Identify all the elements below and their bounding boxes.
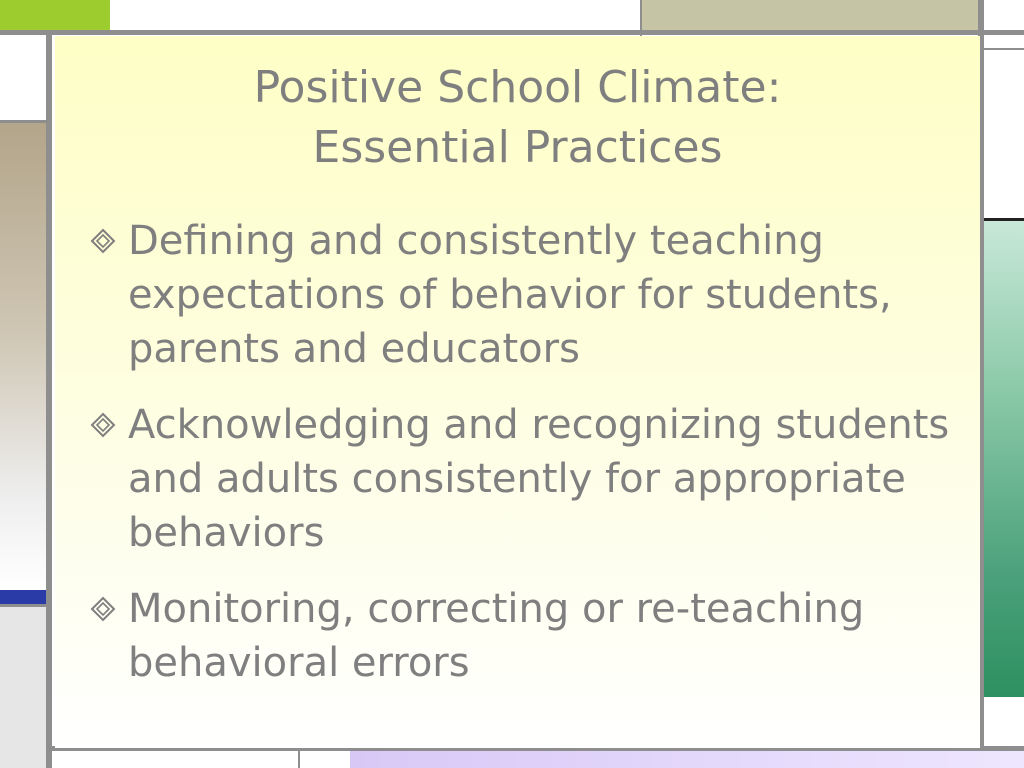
- bullet-item: [90, 398, 970, 560]
- bullet-item: [90, 214, 970, 376]
- bullet-list: [90, 214, 970, 712]
- left-light-gray-block: [0, 604, 46, 768]
- top-gray-line: [0, 30, 1024, 35]
- right-green-column: [984, 221, 1024, 697]
- diamond-bullet-icon: [90, 596, 116, 622]
- left-gray-line: [46, 30, 52, 768]
- diamond-bullet-icon: [90, 228, 116, 254]
- title-line-1: Positive School Climate:: [253, 62, 782, 113]
- bullet-item: [90, 582, 970, 690]
- left-blue-bar: [0, 590, 46, 604]
- bullet-text: Defining and consistently teaching expectations of behavior for students, parents and educators: [128, 218, 892, 372]
- left-brown-column: [0, 120, 46, 590]
- top-tan-block: [640, 0, 980, 32]
- title-line-2: Essential Practices: [312, 122, 723, 173]
- slide-title: [55, 58, 980, 178]
- bottom-lavender-strip: [350, 751, 1024, 768]
- diamond-bullet-icon: [90, 412, 116, 438]
- bullet-text: Monitoring, correcting or re-teaching behavioral errors: [128, 586, 865, 686]
- top-left-green-block: [0, 0, 110, 30]
- bullet-text: Acknowledging and recognizing students and adults consistently for appropriate behaviors: [128, 402, 950, 556]
